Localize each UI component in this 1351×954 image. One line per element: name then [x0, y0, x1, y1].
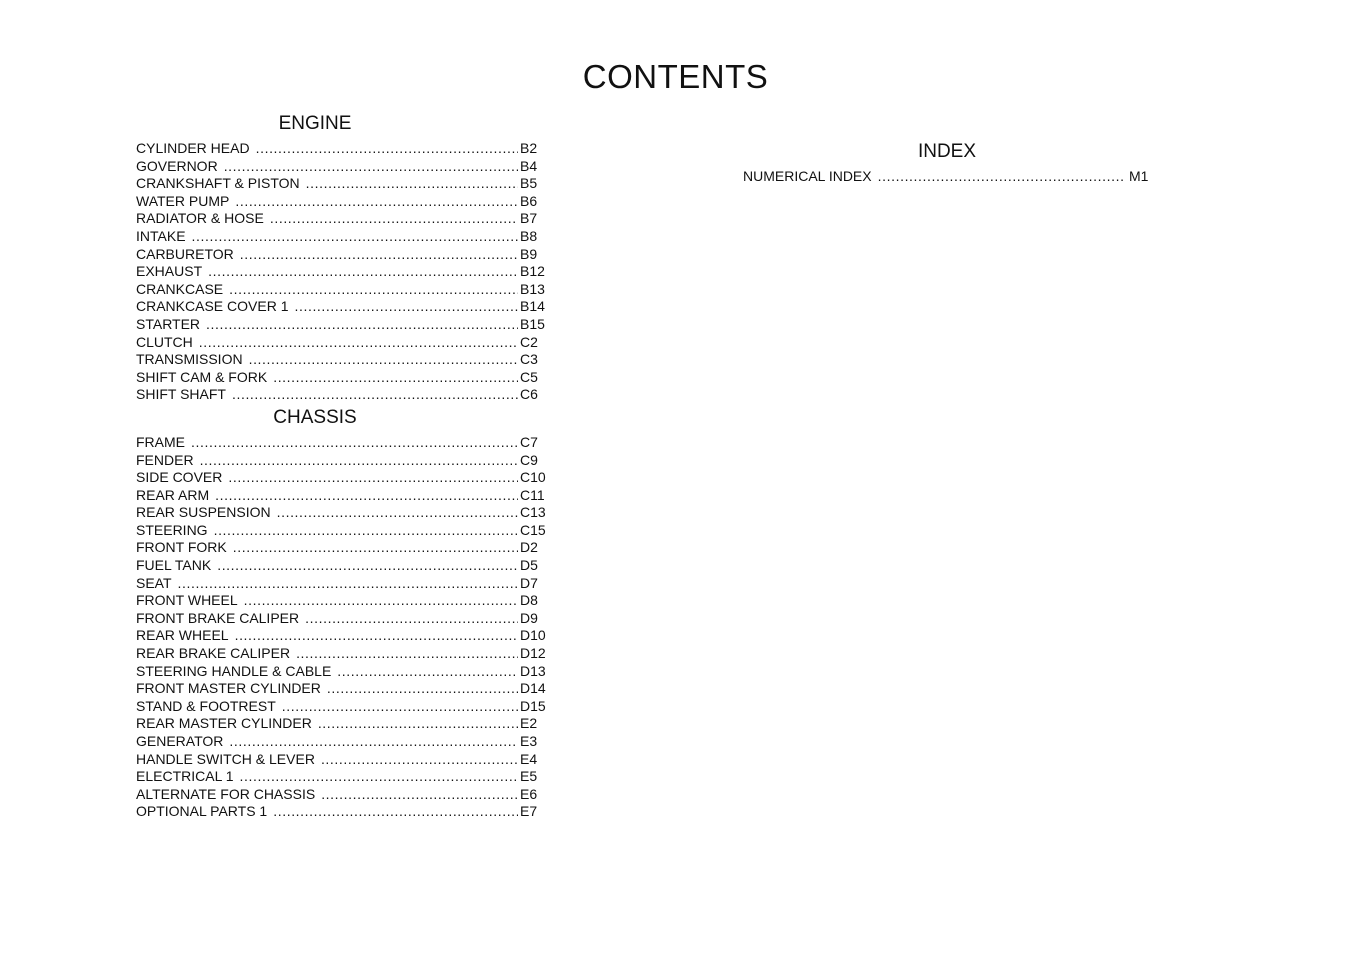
dot-leader — [208, 263, 518, 281]
toc-entry-page: B15 — [520, 315, 545, 332]
toc-entry-page: D13 — [520, 662, 546, 679]
toc-entry-label: STEERING — [136, 521, 208, 538]
chassis-list — [136, 434, 550, 821]
dot-leader — [273, 803, 518, 821]
toc-entry-label: FRONT BRAKE CALIPER — [136, 609, 300, 626]
toc-entry-label: WATER PUMP — [136, 192, 230, 209]
toc-entry-label: ELECTRICAL 1 — [136, 768, 234, 785]
toc-entry-page: C15 — [520, 521, 546, 538]
dot-leader — [244, 592, 518, 610]
toc-entry[interactable] — [136, 228, 550, 246]
toc-entry-label: CRANKCASE COVER 1 — [136, 298, 289, 315]
toc-entry[interactable] — [136, 645, 550, 663]
toc-entry-label: SEAT — [136, 574, 172, 591]
toc-entry[interactable] — [136, 281, 550, 299]
toc-entry-page: D8 — [520, 592, 538, 609]
toc-entry-label: REAR ARM — [136, 486, 210, 503]
dot-leader — [878, 168, 1123, 186]
toc-entry[interactable] — [136, 610, 550, 628]
page-title: CONTENTS — [582, 58, 769, 95]
toc-entry-page: D14 — [520, 680, 546, 697]
toc-entry-page: D2 — [520, 539, 538, 556]
toc-entry-page: E5 — [520, 768, 538, 785]
toc-entry-page: C13 — [520, 504, 546, 521]
index-heading: INDEX — [917, 141, 977, 162]
toc-entry-label: EXHAUST — [136, 263, 203, 280]
toc-entry-page: B8 — [520, 227, 538, 244]
toc-entry-label: REAR WHEEL — [136, 627, 229, 644]
dot-leader — [191, 434, 518, 452]
toc-entry-page: B13 — [520, 280, 545, 297]
toc-entry-label: FRONT WHEEL — [136, 592, 238, 609]
toc-entry-page: E7 — [520, 803, 538, 820]
toc-entry-label: NUMERICAL INDEX — [743, 168, 872, 184]
toc-entry-page: C11 — [520, 486, 545, 503]
dot-leader — [270, 210, 518, 228]
toc-entry-page: D15 — [520, 697, 546, 714]
toc-entry[interactable] — [136, 452, 550, 470]
chassis-section — [136, 406, 550, 821]
dot-leader — [229, 281, 518, 299]
toc-entry-page: B14 — [520, 298, 545, 315]
toc-entry-label: GOVERNOR — [136, 157, 218, 174]
toc-entry-label: FUEL TANK — [136, 557, 212, 574]
toc-entry-label: FENDER — [136, 451, 194, 468]
dot-leader — [277, 504, 518, 522]
dot-leader — [232, 386, 518, 404]
dot-leader — [229, 733, 518, 751]
toc-entry[interactable] — [136, 434, 550, 452]
toc-entry[interactable] — [136, 715, 550, 733]
toc-entry[interactable] — [136, 351, 550, 369]
toc-entry[interactable] — [136, 803, 550, 821]
toc-entry[interactable] — [136, 369, 550, 387]
toc-entry[interactable] — [136, 158, 550, 176]
engine-heading: ENGINE — [278, 113, 352, 134]
dot-leader — [321, 786, 518, 804]
dot-leader — [200, 452, 518, 470]
toc-entry-label: REAR BRAKE CALIPER — [136, 645, 291, 662]
toc-entry[interactable] — [136, 175, 550, 193]
toc-entry-label: HANDLE SWITCH & LEVER — [136, 750, 315, 767]
dot-leader — [228, 469, 518, 487]
dot-leader — [214, 522, 518, 540]
toc-entry[interactable] — [136, 210, 550, 228]
toc-entry[interactable] — [136, 522, 550, 540]
dot-leader — [249, 351, 518, 369]
dot-leader — [321, 751, 518, 769]
toc-entry-page: D5 — [520, 557, 538, 574]
toc-entry-label: CYLINDER HEAD — [136, 140, 250, 156]
toc-entry-label: FRAME — [136, 433, 185, 450]
toc-entry[interactable] — [136, 263, 550, 281]
toc-entry-label: CARBURETOR — [136, 245, 234, 262]
toc-entry[interactable] — [136, 504, 550, 522]
toc-entry-label: SHIFT CAM & FORK — [136, 368, 268, 385]
toc-entry-page: E4 — [520, 750, 538, 767]
toc-entry-page: C10 — [520, 469, 546, 486]
toc-entry-label: STEERING HANDLE & CABLE — [136, 662, 332, 679]
dot-leader — [178, 575, 518, 593]
toc-entry-label: SHIFT SHAFT — [136, 386, 226, 403]
toc-entry-page: D7 — [520, 574, 538, 591]
dot-leader — [215, 487, 518, 505]
left-column — [136, 112, 550, 821]
toc-entry-page: E2 — [520, 715, 538, 732]
dot-leader — [282, 698, 518, 716]
dot-leader — [199, 334, 518, 352]
toc-entry[interactable] — [136, 663, 550, 681]
toc-entry[interactable] — [136, 575, 550, 593]
chassis-heading: CHASSIS — [273, 406, 357, 428]
toc-entry-label: STARTER — [136, 315, 201, 332]
toc-entry-label: SIDE COVER — [136, 469, 223, 486]
toc-entry-page: D9 — [520, 609, 538, 626]
toc-entry-page: C7 — [520, 433, 538, 450]
toc-entry[interactable] — [136, 751, 550, 769]
toc-entry[interactable] — [136, 487, 550, 505]
toc-entry[interactable] — [136, 469, 550, 487]
toc-entry-label: REAR MASTER CYLINDER — [136, 715, 312, 732]
toc-entry[interactable] — [136, 592, 550, 610]
dot-leader — [273, 369, 518, 387]
toc-entry-page: E3 — [520, 733, 538, 749]
toc-entry-page: B5 — [520, 175, 538, 192]
toc-entry-page: E6 — [520, 785, 538, 802]
dot-leader — [337, 663, 518, 681]
toc-entry-label: RADIATOR & HOSE — [136, 210, 264, 227]
dot-leader — [305, 610, 518, 628]
toc-entry[interactable] — [136, 698, 550, 716]
toc-entry-label: FRONT FORK — [136, 539, 227, 556]
toc-entry-label: TRANSMISSION — [136, 351, 243, 368]
toc-entry-label: CRANKCASE — [136, 280, 224, 297]
toc-entry-page: C5 — [520, 368, 538, 385]
toc-entry[interactable] — [136, 298, 550, 316]
toc-entry-label: CLUTCH — [136, 333, 193, 350]
dot-leader — [235, 193, 518, 211]
toc-entry-page: B9 — [520, 245, 538, 262]
toc-entry-page: B7 — [520, 210, 538, 227]
toc-entry[interactable] — [136, 557, 550, 575]
toc-entry-label: ALTERNATE FOR CHASSIS — [136, 785, 316, 802]
toc-entry[interactable] — [136, 193, 550, 211]
toc-entry[interactable] — [136, 316, 550, 334]
toc-entry-page: M1 — [1129, 168, 1149, 184]
toc-entry-page: C2 — [520, 333, 538, 350]
toc-entry[interactable] — [136, 140, 550, 158]
toc-entry-page: C9 — [520, 451, 538, 468]
engine-list — [136, 140, 550, 404]
toc-entry-label: FRONT MASTER CYLINDER — [136, 680, 321, 697]
dot-leader — [233, 539, 518, 557]
toc-entry-page: B4 — [520, 157, 538, 174]
toc-entry-page: B2 — [520, 140, 538, 156]
right-column — [743, 140, 1151, 186]
dot-leader — [256, 140, 518, 158]
dot-leader — [240, 246, 518, 264]
toc-entry-page: D12 — [520, 645, 546, 662]
toc-entry-label: GENERATOR — [136, 733, 224, 749]
toc-entry-page: C3 — [520, 351, 538, 368]
dot-leader — [294, 298, 518, 316]
toc-entry-label: REAR SUSPENSION — [136, 504, 271, 521]
toc-entry[interactable] — [136, 539, 550, 557]
toc-entry[interactable] — [743, 168, 1151, 186]
dot-leader — [296, 645, 518, 663]
toc-entry-page: C6 — [520, 386, 538, 403]
dot-leader — [224, 158, 518, 176]
toc-entry-page: B6 — [520, 192, 538, 209]
toc-entry-label: INTAKE — [136, 227, 186, 244]
toc-entry-page: D10 — [520, 627, 546, 644]
toc-entry[interactable] — [136, 680, 550, 698]
toc-entry[interactable] — [136, 386, 550, 404]
toc-entry[interactable] — [136, 627, 550, 645]
dot-leader — [217, 557, 518, 575]
toc-entry[interactable] — [136, 768, 550, 786]
dot-leader — [192, 228, 518, 246]
toc-entry[interactable] — [136, 334, 550, 352]
toc-entry-page: B12 — [520, 263, 545, 280]
dot-leader — [318, 715, 518, 733]
dot-leader — [306, 175, 518, 193]
toc-entry-label: CRANKSHAFT & PISTON — [136, 175, 300, 192]
toc-entry[interactable] — [136, 246, 550, 264]
dot-leader — [327, 680, 518, 698]
index-list — [743, 168, 1151, 186]
toc-entry-label: OPTIONAL PARTS 1 — [136, 803, 268, 820]
toc-entry[interactable] — [136, 733, 550, 751]
toc-entry-label: STAND & FOOTREST — [136, 697, 276, 714]
dot-leader — [235, 627, 518, 645]
dot-leader — [240, 768, 518, 786]
dot-leader — [206, 316, 518, 334]
toc-entry[interactable] — [136, 786, 550, 804]
